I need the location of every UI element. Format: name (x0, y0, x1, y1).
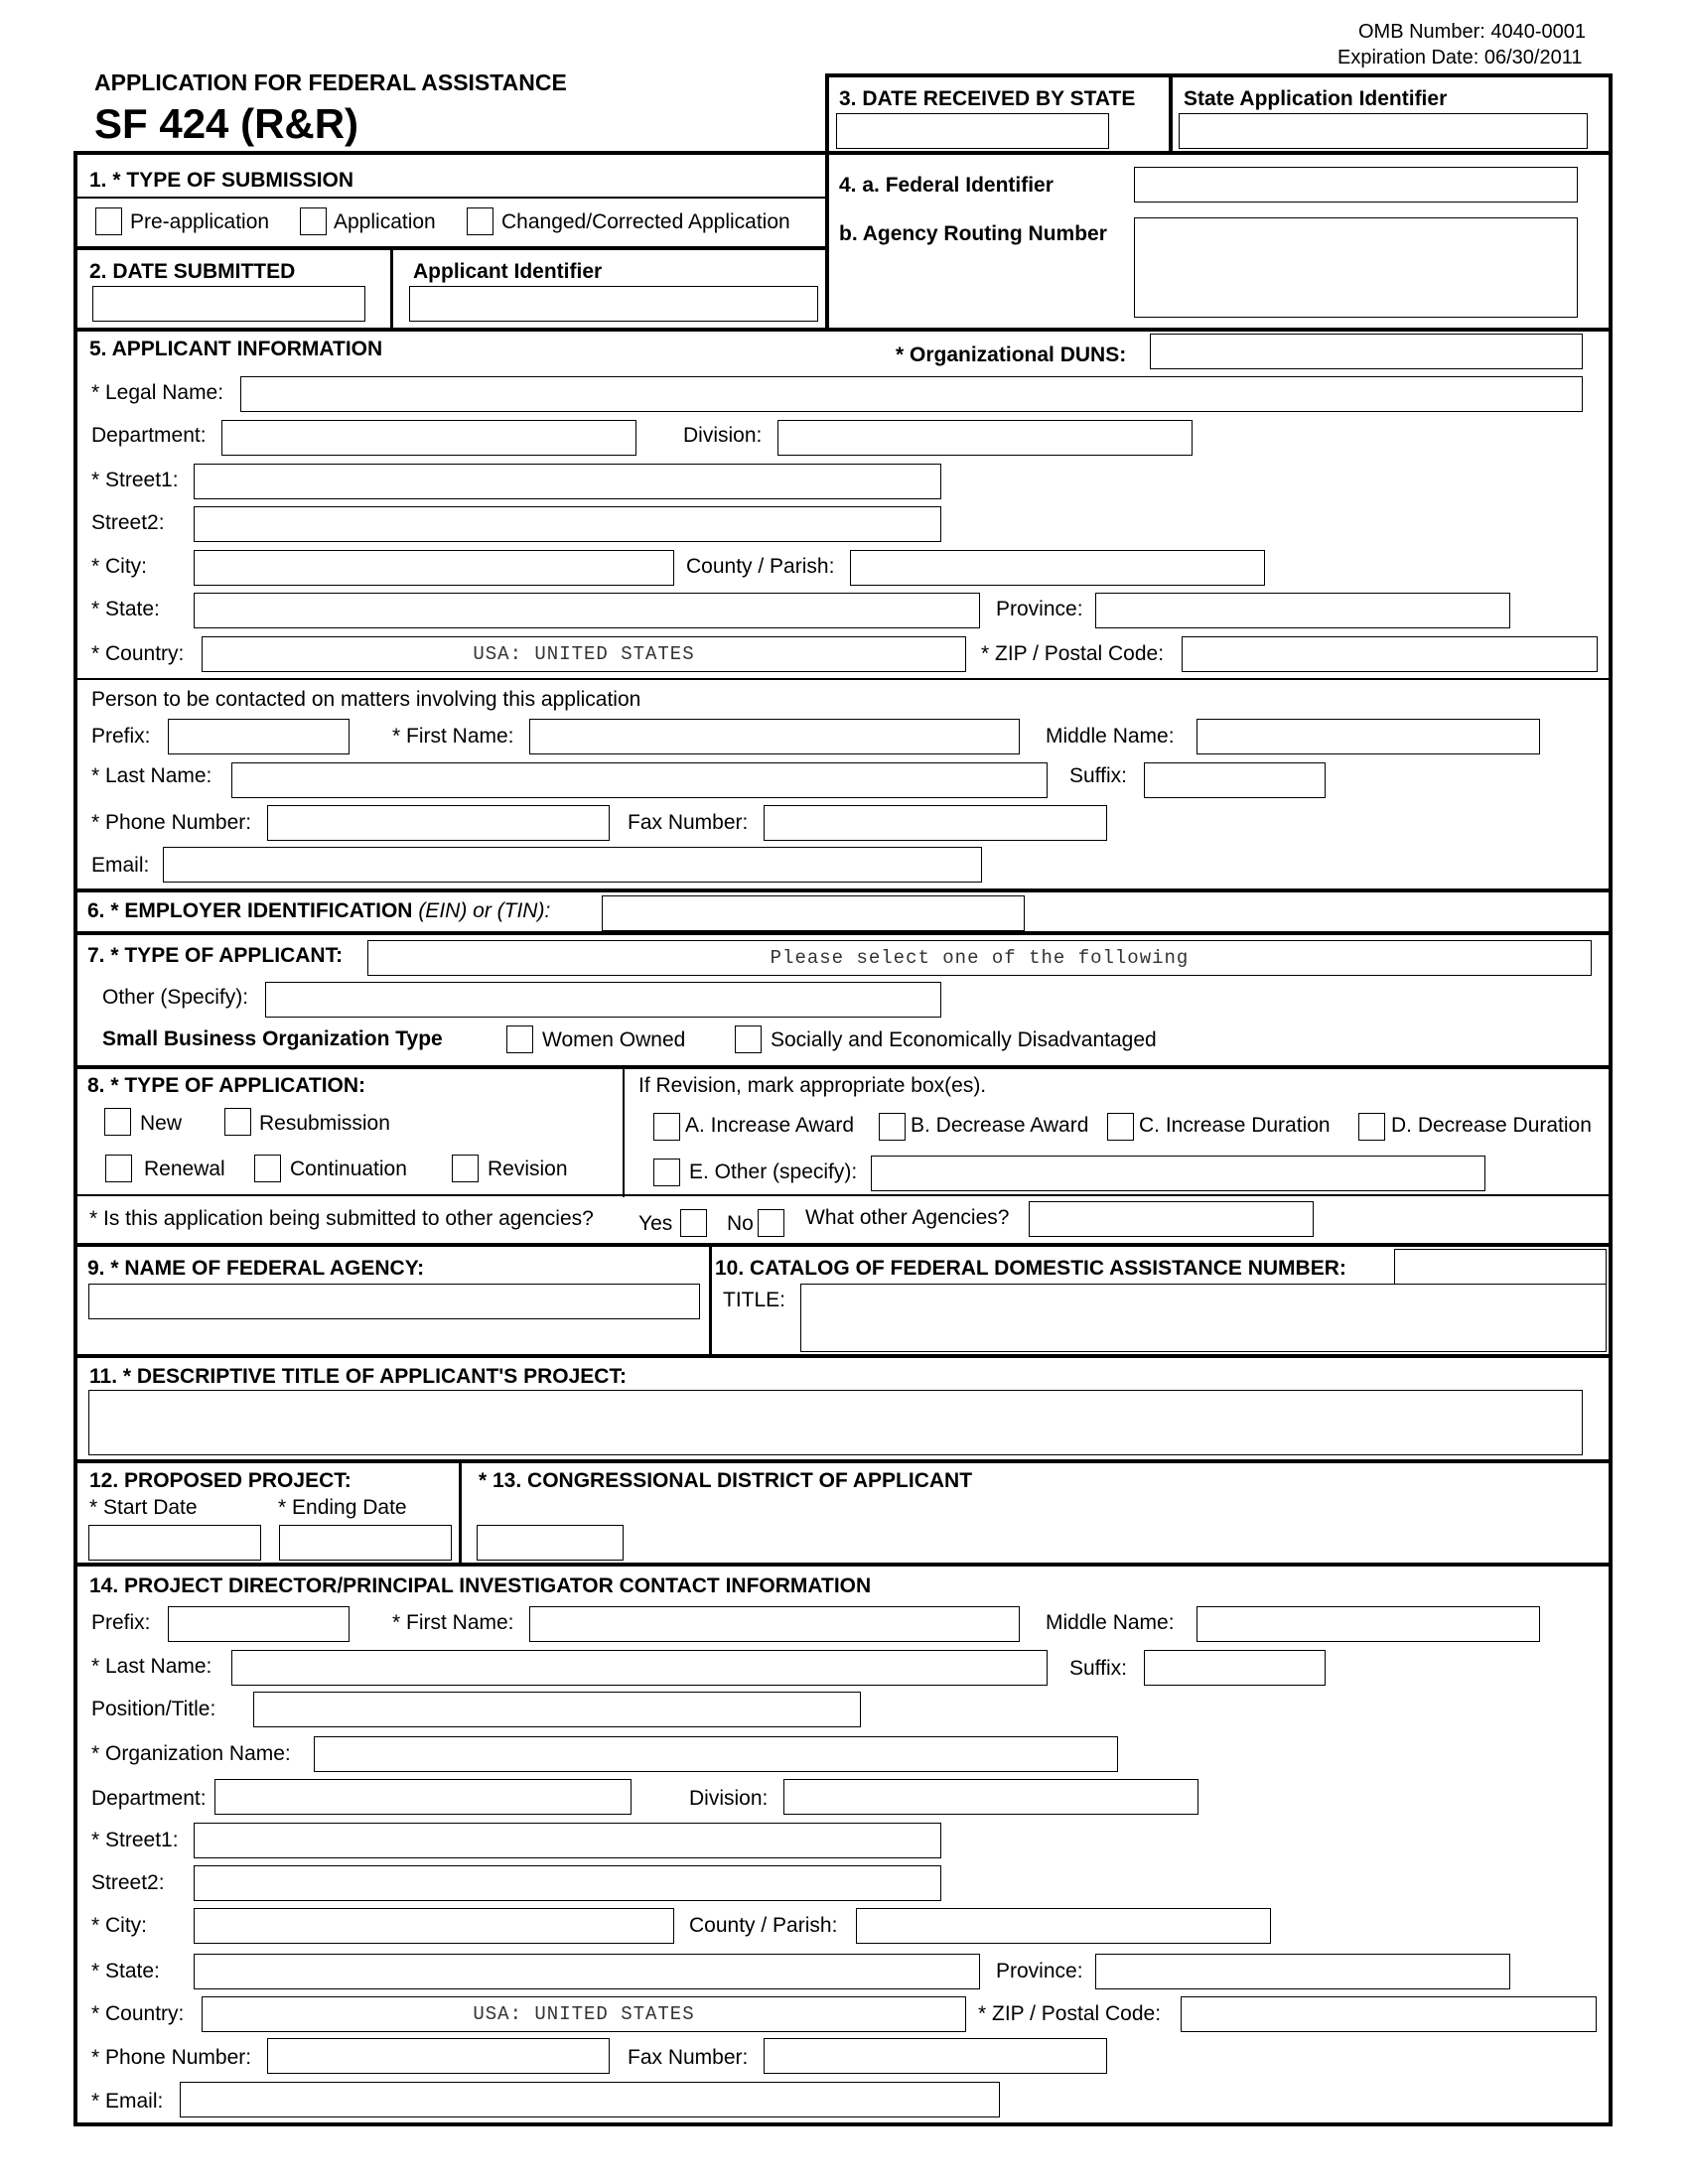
divider (1609, 73, 1613, 2126)
divider (75, 888, 1611, 892)
pi-street2-label: Street2: (91, 1871, 165, 1894)
omb-number: OMB Number: 4040-0001 (1358, 21, 1587, 43)
contact-email-label: Email: (91, 854, 150, 877)
legal-name-input[interactable] (240, 376, 1583, 412)
pi-state-select[interactable] (194, 1954, 980, 1989)
divider (75, 1065, 1611, 1069)
pi-province-input[interactable] (1095, 1954, 1510, 1989)
pi-fax-input[interactable] (764, 2038, 1107, 2074)
pi-position-input[interactable] (253, 1692, 861, 1727)
continuation-label: Continuation (290, 1158, 407, 1180)
cfda-label: 10. CATALOG OF FEDERAL DOMESTIC ASSISTANCE NUMBER: (715, 1257, 1346, 1280)
contact-email-input[interactable] (163, 847, 982, 883)
pi-street2-input[interactable] (194, 1865, 941, 1901)
pi-street1-input[interactable] (194, 1823, 941, 1858)
yes-checkbox[interactable] (680, 1209, 707, 1237)
divider (1169, 73, 1173, 153)
pi-county-label: County / Parish: (689, 1914, 838, 1937)
contact-phone-input[interactable] (267, 805, 610, 841)
other-specify-label: Other (Specify): (102, 986, 249, 1009)
increase-duration-label: C. Increase Duration (1139, 1114, 1331, 1137)
division-input[interactable] (777, 420, 1193, 456)
other-specify-input[interactable] (265, 982, 941, 1018)
what-agencies-label: What other Agencies? (805, 1206, 1010, 1229)
disadvantaged-label: Socially and Economically Disadvantaged (771, 1028, 1157, 1051)
divider (75, 1459, 1611, 1463)
pi-zip-input[interactable] (1181, 1996, 1597, 2032)
application-checkbox[interactable] (300, 207, 327, 235)
pi-country-label: * Country: (91, 2002, 185, 2025)
pi-street1-label: * Street1: (91, 1829, 179, 1851)
project-title-input[interactable] (88, 1390, 1583, 1455)
pi-position-label: Position/Title: (91, 1698, 216, 1720)
resubmission-checkbox[interactable] (224, 1108, 251, 1136)
street1-input[interactable] (194, 464, 941, 499)
contact-last-name-input[interactable] (231, 762, 1048, 798)
contact-last-name-label: * Last Name: (91, 764, 212, 787)
pi-zip-label: * ZIP / Postal Code: (978, 2002, 1162, 2025)
state-label: * State: (91, 598, 160, 620)
pi-contact-label: 14. PROJECT DIRECTOR/PRINCIPAL INVESTIGATOR CONTACT INFORMATION (89, 1574, 872, 1597)
pre-application-label: Pre-application (130, 210, 270, 233)
pi-last-name-input[interactable] (231, 1650, 1048, 1686)
new-label: New (140, 1112, 183, 1135)
pi-phone-input[interactable] (267, 2038, 610, 2074)
pre-application-checkbox[interactable] (95, 207, 122, 235)
pi-first-name-label: * First Name: (392, 1611, 514, 1634)
congressional-district-label: * 13. CONGRESSIONAL DISTRICT OF APPLICANT (479, 1469, 973, 1492)
federal-identifier-label: 4. a. Federal Identifier (839, 174, 1054, 197)
county-label: County / Parish: (686, 555, 835, 578)
start-date-input[interactable] (88, 1525, 261, 1561)
city-input[interactable] (194, 550, 674, 586)
pi-last-name-label: * Last Name: (91, 1655, 212, 1678)
contact-suffix-input[interactable] (1144, 762, 1326, 798)
ein-input[interactable] (602, 895, 1025, 931)
revision-label: Revision (488, 1158, 568, 1180)
zip-label: * ZIP / Postal Code: (981, 642, 1165, 665)
cfda-title-label: TITLE: (723, 1289, 786, 1311)
type-of-submission-label: 1. * TYPE OF SUBMISSION (89, 169, 354, 192)
yes-label: Yes (638, 1212, 673, 1235)
increase-award-label: A. Increase Award (685, 1114, 855, 1137)
contact-prefix-input[interactable] (168, 719, 350, 754)
divider (75, 678, 1611, 680)
province-input[interactable] (1095, 593, 1510, 628)
city-label: * City: (91, 555, 148, 578)
pi-province-label: Province: (996, 1960, 1083, 1982)
proposed-project-label: 12. PROPOSED PROJECT: (89, 1469, 352, 1492)
continuation-checkbox[interactable] (254, 1155, 281, 1182)
pi-email-input[interactable] (180, 2082, 1000, 2117)
county-input[interactable] (850, 550, 1265, 586)
contact-suffix-label: Suffix: (1069, 764, 1127, 787)
type-of-application-label: 8. * TYPE OF APPLICATION: (87, 1074, 366, 1097)
pi-org-name-input[interactable] (314, 1736, 1118, 1772)
contact-middle-name-input[interactable] (1196, 719, 1540, 754)
form-title: APPLICATION FOR FEDERAL ASSISTANCE (94, 69, 567, 95)
zip-input[interactable] (1182, 636, 1598, 672)
resubmission-label: Resubmission (259, 1112, 390, 1135)
federal-identifier-input[interactable] (1134, 167, 1578, 203)
agency-routing-input[interactable] (1134, 217, 1578, 318)
increase-award-checkbox[interactable] (653, 1113, 680, 1141)
pi-first-name-input[interactable] (529, 1606, 1020, 1642)
pi-phone-label: * Phone Number: (91, 2046, 252, 2069)
divider (827, 73, 1612, 77)
contact-prefix-label: Prefix: (91, 725, 151, 748)
street2-label: Street2: (91, 511, 165, 534)
new-checkbox[interactable] (104, 1108, 131, 1136)
contact-first-name-input[interactable] (529, 719, 1020, 754)
pi-county-input[interactable] (856, 1908, 1271, 1944)
pi-prefix-input[interactable] (168, 1606, 350, 1642)
revision-checkbox[interactable] (452, 1155, 479, 1182)
divider (73, 2122, 1613, 2126)
date-received-label: 3. DATE RECEIVED BY STATE (839, 87, 1136, 110)
federal-agency-label: 9. * NAME OF FEDERAL AGENCY: (87, 1257, 425, 1280)
pi-org-name-label: * Organization Name: (91, 1742, 291, 1765)
state-app-id-label: State Application Identifier (1184, 87, 1448, 110)
country-label: * Country: (91, 642, 185, 665)
no-checkbox[interactable] (758, 1209, 784, 1237)
pi-department-input[interactable] (214, 1779, 632, 1815)
pi-prefix-label: Prefix: (91, 1611, 151, 1634)
other-revision-checkbox[interactable] (653, 1159, 680, 1186)
pi-middle-name-input[interactable] (1196, 1606, 1540, 1642)
divider (390, 248, 393, 330)
small-business-label: Small Business Organization Type (102, 1027, 443, 1050)
applicant-identifier-label: Applicant Identifier (413, 260, 603, 283)
divider (459, 1461, 462, 1565)
other-revision-input[interactable] (871, 1156, 1485, 1191)
type-of-applicant-label: 7. * TYPE OF APPLICANT: (87, 944, 344, 967)
province-label: Province: (996, 598, 1083, 620)
divider (75, 1194, 1611, 1196)
decrease-duration-checkbox[interactable] (1358, 1113, 1385, 1141)
ein-label-italic: (EIN) or (TIN): (418, 899, 551, 922)
divider (75, 931, 1611, 935)
divider (73, 151, 77, 2126)
decrease-award-checkbox[interactable] (879, 1113, 906, 1141)
street1-label: * Street1: (91, 469, 179, 491)
pi-division-input[interactable] (783, 1779, 1198, 1815)
changed-corrected-checkbox[interactable] (467, 207, 493, 235)
divider (623, 1067, 625, 1197)
contact-fax-label: Fax Number: (628, 811, 749, 834)
disadvantaged-checkbox[interactable] (735, 1025, 762, 1053)
applicant-identifier-input[interactable] (409, 286, 818, 322)
start-date-label: * Start Date (89, 1496, 198, 1519)
contact-phone-label: * Phone Number: (91, 811, 252, 834)
date-submitted-label: 2. DATE SUBMITTED (89, 260, 296, 283)
duns-label: * Organizational DUNS: (896, 343, 1127, 366)
expiration-date: Expiration Date: 06/30/2011 (1337, 47, 1583, 68)
end-date-label: * Ending Date (278, 1496, 407, 1519)
contact-heading: Person to be contacted on matters involving this application (91, 688, 641, 711)
state-select[interactable] (194, 593, 980, 628)
pi-middle-name-label: Middle Name: (1046, 1611, 1175, 1634)
end-date-input[interactable] (279, 1525, 452, 1561)
country-select[interactable]: USA: UNITED STATES (202, 636, 966, 672)
project-title-label: 11. * DESCRIPTIVE TITLE OF APPLICANT'S PROJECT: (89, 1365, 627, 1388)
increase-duration-checkbox[interactable] (1107, 1113, 1134, 1141)
divider (825, 73, 829, 330)
pi-division-label: Division: (689, 1787, 769, 1810)
type-of-applicant-select[interactable]: Please select one of the following (367, 940, 1592, 976)
legal-name-label: * Legal Name: (91, 381, 224, 404)
decrease-award-label: B. Decrease Award (911, 1114, 1089, 1137)
revision-heading: If Revision, mark appropriate box(es). (638, 1074, 987, 1097)
contact-middle-name-label: Middle Name: (1046, 725, 1175, 748)
date-submitted-input[interactable] (92, 286, 365, 322)
pi-email-label: * Email: (91, 2090, 164, 2113)
other-agencies-question: * Is this application being submitted to other agencies? (89, 1207, 594, 1230)
contact-fax-input[interactable] (764, 805, 1107, 841)
women-owned-checkbox[interactable] (506, 1025, 533, 1053)
division-label: Division: (683, 424, 763, 447)
date-received-input[interactable] (836, 113, 1109, 149)
divider (75, 246, 827, 250)
duns-input[interactable] (1150, 334, 1583, 369)
applicant-info-label: 5. APPLICANT INFORMATION (89, 338, 383, 360)
divider (709, 1245, 712, 1358)
pi-fax-label: Fax Number: (628, 2046, 749, 2069)
form-code: SF 424 (R&R) (94, 100, 359, 147)
divider (75, 197, 827, 199)
federal-agency-input[interactable] (88, 1284, 700, 1319)
pi-city-input[interactable] (194, 1908, 674, 1944)
application-label: Application (334, 210, 436, 233)
divider (74, 151, 1612, 155)
cfda-title-input[interactable] (800, 1284, 1607, 1352)
pi-department-label: Department: (91, 1787, 207, 1810)
pi-country-select[interactable]: USA: UNITED STATES (202, 1996, 966, 2032)
renewal-checkbox[interactable] (105, 1155, 132, 1182)
changed-corrected-label: Changed/Corrected Application (501, 210, 790, 233)
no-label: No (727, 1212, 754, 1235)
women-owned-label: Women Owned (542, 1028, 686, 1051)
renewal-label: Renewal (144, 1158, 225, 1180)
street2-input[interactable] (194, 506, 941, 542)
divider (75, 328, 1611, 332)
pi-state-label: * State: (91, 1960, 160, 1982)
ein-label-bold: 6. * EMPLOYER IDENTIFICATION (87, 899, 413, 922)
decrease-duration-label: D. Decrease Duration (1391, 1114, 1592, 1137)
pi-suffix-input[interactable] (1144, 1650, 1326, 1686)
agency-routing-label: b. Agency Routing Number (839, 222, 1107, 245)
divider (75, 1563, 1611, 1567)
ein-label (87, 900, 550, 921)
divider (75, 1354, 1611, 1358)
divider (75, 1243, 1611, 1247)
department-input[interactable] (221, 420, 636, 456)
pi-city-label: * City: (91, 1914, 148, 1937)
pi-suffix-label: Suffix: (1069, 1657, 1127, 1680)
congressional-district-input[interactable] (477, 1525, 624, 1561)
contact-first-name-label: * First Name: (392, 725, 514, 748)
department-label: Department: (91, 424, 207, 447)
what-agencies-input[interactable] (1029, 1201, 1314, 1237)
cfda-input[interactable] (1394, 1249, 1607, 1285)
state-app-id-input[interactable] (1179, 113, 1588, 149)
other-revision-label: E. Other (specify): (689, 1160, 858, 1183)
